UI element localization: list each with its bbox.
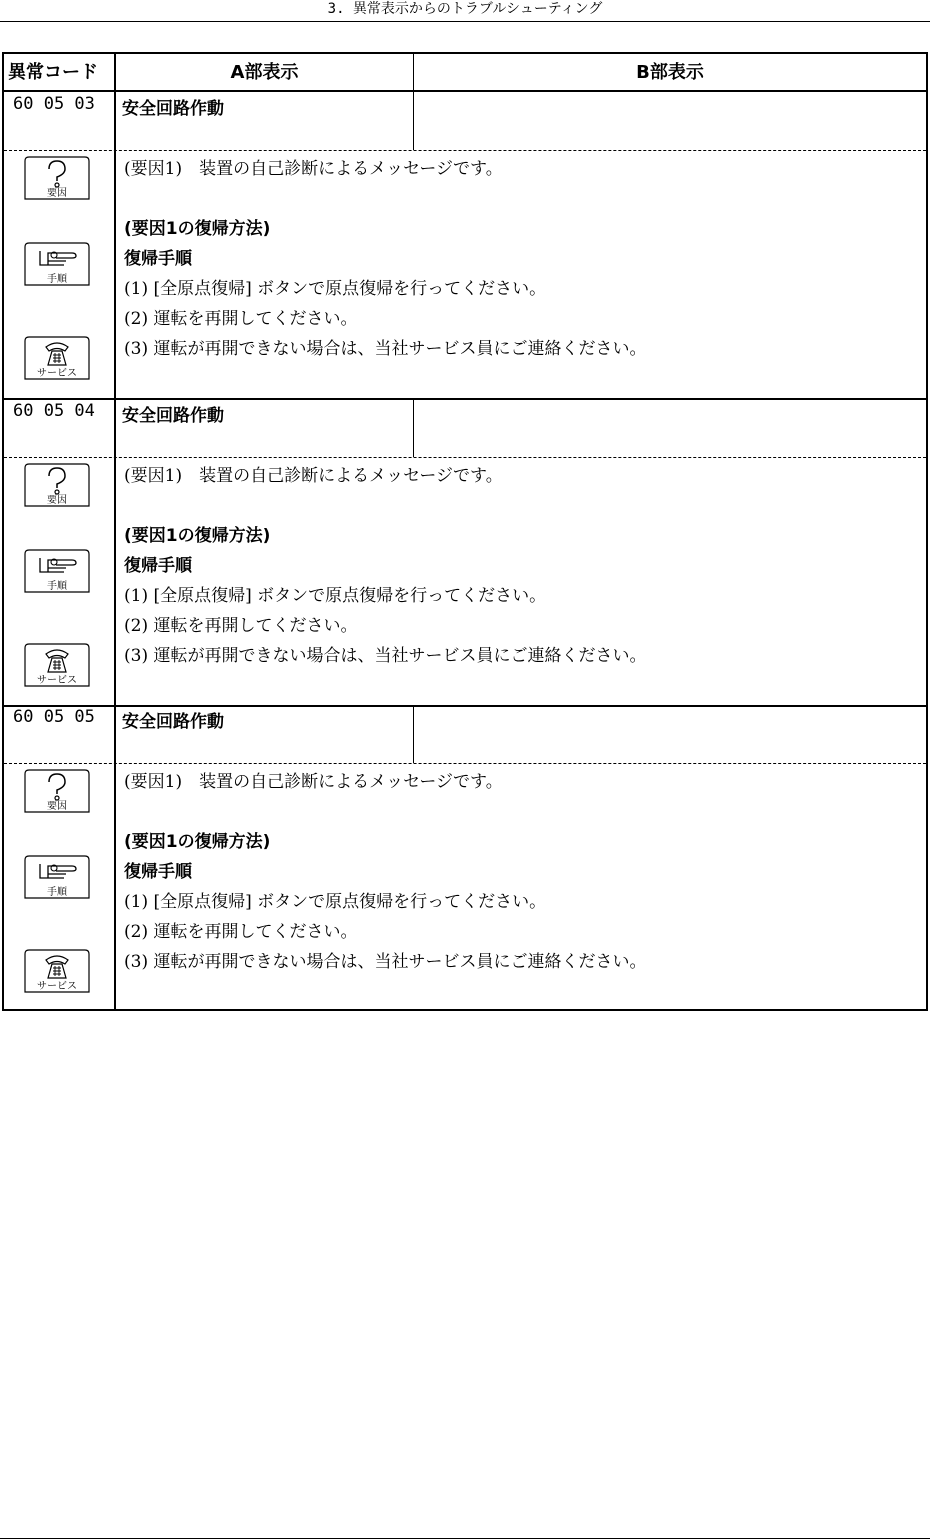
procedure-step: (3) 運転が再開できない場合は、当社サービス員にご連絡ください。 bbox=[124, 952, 647, 972]
cause-icon-label: 要因 bbox=[47, 188, 67, 199]
a-display-text: 安全回路作動 bbox=[122, 406, 224, 426]
procedure-icon-label: 手順 bbox=[47, 581, 67, 592]
phone-icon bbox=[22, 642, 92, 688]
procedure-step: (1) [全原点復帰] ボタンで原点復帰を行ってください。 bbox=[124, 892, 547, 912]
column-header-code: 異常コード bbox=[4, 54, 116, 92]
procedure-title: 復帰手順 bbox=[124, 862, 192, 882]
error-row bbox=[4, 399, 926, 707]
b-display-cell bbox=[413, 705, 414, 763]
page-header bbox=[0, 0, 930, 22]
hand-pointer-icon bbox=[22, 241, 92, 287]
procedure-step: (2) 運転を再開してください。 bbox=[124, 616, 358, 636]
cause-text: (要因1) 装置の自己診断によるメッセージです。 bbox=[124, 159, 503, 179]
error-code: 60 05 05 bbox=[13, 707, 95, 727]
phone-icon bbox=[22, 948, 92, 994]
procedure-icon-label: 手順 bbox=[47, 274, 67, 285]
error-code: 60 05 04 bbox=[13, 401, 95, 421]
recovery-title: (要因1の復帰方法) bbox=[124, 219, 271, 239]
procedure-title: 復帰手順 bbox=[124, 556, 192, 576]
footer-rule bbox=[0, 1538, 930, 1539]
cause-icon bbox=[22, 462, 92, 508]
a-display-text: 安全回路作動 bbox=[122, 712, 224, 732]
recovery-title: (要因1の復帰方法) bbox=[124, 832, 271, 852]
procedure-step: (1) [全原点復帰] ボタンで原点復帰を行ってください。 bbox=[124, 279, 547, 299]
column-header-a-display: A部表示 bbox=[116, 54, 414, 92]
service-icon-label: サービス bbox=[37, 981, 77, 992]
procedure-icon-label: 手順 bbox=[47, 887, 67, 898]
b-display-cell bbox=[413, 92, 414, 150]
dashed-divider bbox=[4, 457, 926, 458]
error-row bbox=[4, 705, 926, 1011]
procedure-step: (2) 運転を再開してください。 bbox=[124, 922, 358, 942]
error-code-table bbox=[2, 52, 928, 1011]
page-title: 3. 異常表示からのトラブルシューティング bbox=[327, 1, 603, 17]
procedure-step: (3) 運転が再開できない場合は、当社サービス員にご連絡ください。 bbox=[124, 339, 647, 359]
b-display-cell bbox=[413, 399, 414, 457]
procedure-step: (3) 運転が再開できない場合は、当社サービス員にご連絡ください。 bbox=[124, 646, 647, 666]
error-code: 60 05 03 bbox=[13, 94, 95, 114]
recovery-title: (要因1の復帰方法) bbox=[124, 526, 271, 546]
hand-pointer-icon bbox=[22, 548, 92, 594]
procedure-step: (2) 運転を再開してください。 bbox=[124, 309, 358, 329]
phone-icon bbox=[22, 335, 92, 381]
hand-pointer-icon bbox=[22, 854, 92, 900]
cause-icon-label: 要因 bbox=[47, 495, 67, 506]
a-display-text: 安全回路作動 bbox=[122, 99, 224, 119]
service-icon-label: サービス bbox=[37, 675, 77, 686]
column-header-b-display: B部表示 bbox=[414, 54, 926, 92]
cause-icon-label: 要因 bbox=[47, 801, 67, 812]
dashed-divider bbox=[4, 763, 926, 764]
service-icon-label: サービス bbox=[37, 368, 77, 379]
dashed-divider bbox=[4, 150, 926, 151]
cause-text: (要因1) 装置の自己診断によるメッセージです。 bbox=[124, 466, 503, 486]
cause-icon bbox=[22, 155, 92, 201]
cause-icon bbox=[22, 768, 92, 814]
error-row bbox=[4, 92, 926, 400]
procedure-step: (1) [全原点復帰] ボタンで原点復帰を行ってください。 bbox=[124, 586, 547, 606]
cause-text: (要因1) 装置の自己診断によるメッセージです。 bbox=[124, 772, 503, 792]
procedure-title: 復帰手順 bbox=[124, 249, 192, 269]
